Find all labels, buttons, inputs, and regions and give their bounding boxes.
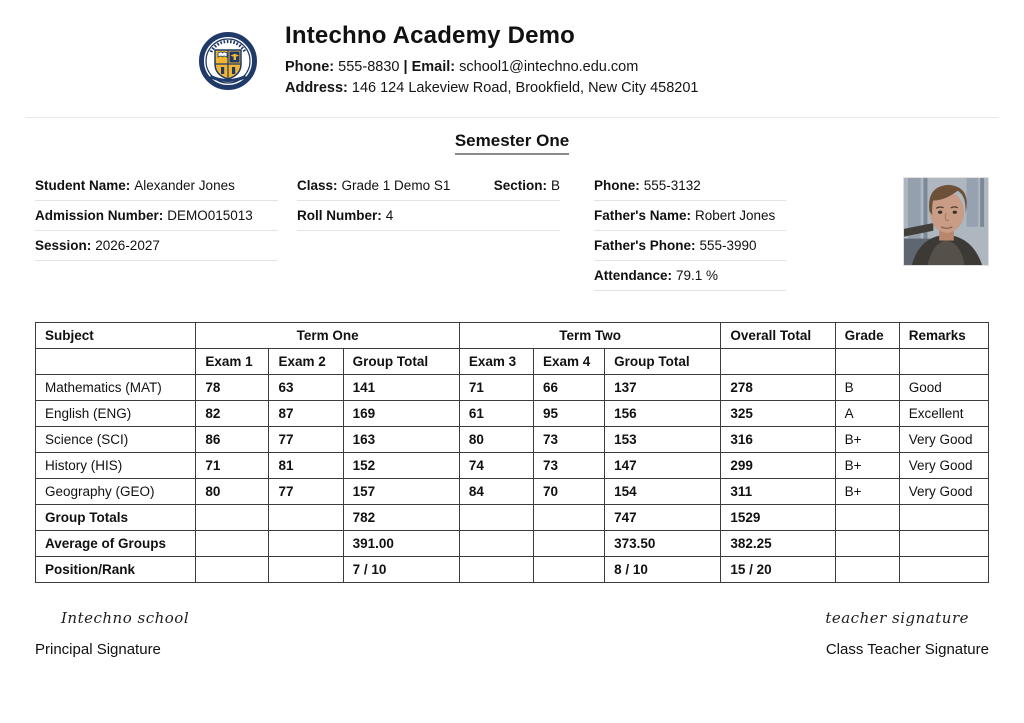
footer-label: Position/Rank xyxy=(36,557,196,583)
exam2-cell: 77 xyxy=(269,427,343,453)
semester-title: Semester One xyxy=(455,131,569,155)
exam3-cell: 61 xyxy=(459,401,533,427)
class-field xyxy=(297,177,450,194)
exam2-cell: 77 xyxy=(269,479,343,505)
exam2-cell: 63 xyxy=(269,375,343,401)
father-phone-value: 555-3990 xyxy=(699,238,757,253)
table-row-mathematics xyxy=(36,375,989,401)
roll-number-field xyxy=(297,205,560,231)
session-label: Session: xyxy=(35,238,92,253)
email-value: school1@intechno.edu.com xyxy=(459,59,639,75)
table-row-geography xyxy=(36,479,989,505)
col-overall-spacer xyxy=(721,349,835,375)
empty-cell xyxy=(459,557,533,583)
exam3-cell: 80 xyxy=(459,427,533,453)
admission-number-field xyxy=(35,205,278,231)
exam1-cell: 80 xyxy=(196,479,269,505)
empty-cell xyxy=(835,557,899,583)
col-overall-total: Overall Total xyxy=(721,323,835,349)
school-header xyxy=(199,22,989,117)
empty-cell xyxy=(835,505,899,531)
section-label: Section: xyxy=(493,178,547,193)
group-total2-cell: 154 xyxy=(605,479,721,505)
grade-cell: B+ xyxy=(835,453,899,479)
subject-cell: Science (SCI) xyxy=(36,427,196,453)
remarks-cell: Very Good xyxy=(899,479,988,505)
student-name-value: Alexander Jones xyxy=(134,178,235,193)
col-exam-4: Exam 4 xyxy=(534,349,605,375)
exam2-cell: 81 xyxy=(269,453,343,479)
class-label: Class: xyxy=(297,178,338,193)
empty-cell xyxy=(196,557,269,583)
group-total1-cell: 782 xyxy=(343,505,459,531)
attendance-label: Attendance: xyxy=(594,268,673,283)
remarks-cell: Good xyxy=(899,375,988,401)
attendance-value: 79.1 % xyxy=(676,268,719,283)
exam4-cell: 70 xyxy=(534,479,605,505)
group-total2-cell: 747 xyxy=(605,505,721,531)
col-remarks-spacer xyxy=(899,349,988,375)
exam4-cell: 73 xyxy=(534,453,605,479)
empty-cell xyxy=(269,531,343,557)
student-phone-value: 555-3132 xyxy=(643,178,701,193)
exam1-cell: 78 xyxy=(196,375,269,401)
empty-cell xyxy=(196,531,269,557)
footer-label: Average of Groups xyxy=(36,531,196,557)
grade-cell: B xyxy=(835,375,899,401)
table-row-position-rank xyxy=(36,557,989,583)
table-row-group-totals xyxy=(36,505,989,531)
student-info-section xyxy=(35,175,989,295)
col-grade: Grade xyxy=(835,323,899,349)
section-value: B xyxy=(550,178,560,193)
overall-total-cell: 1529 xyxy=(721,505,835,531)
overall-total-cell: 299 xyxy=(721,453,835,479)
overall-total-cell: 15 / 20 xyxy=(721,557,835,583)
col-exam-2: Exam 2 xyxy=(269,349,343,375)
remarks-cell: Very Good xyxy=(899,427,988,453)
father-name-value: Robert Jones xyxy=(695,208,776,223)
roll-number-label: Roll Number: xyxy=(297,208,382,223)
father-phone-field xyxy=(594,235,786,261)
col-remarks: Remarks xyxy=(899,323,988,349)
exam3-cell: 71 xyxy=(459,375,533,401)
empty-cell xyxy=(899,531,988,557)
school-contact-line xyxy=(285,57,699,78)
marks-table xyxy=(35,322,989,583)
father-name-label: Father's Name: xyxy=(594,208,691,223)
student-photo xyxy=(903,177,989,266)
subject-cell: English (ENG) xyxy=(36,401,196,427)
email-label: Email: xyxy=(411,59,456,75)
school-crest-icon xyxy=(199,32,257,90)
col-exam-1: Exam 1 xyxy=(196,349,269,375)
address-value: 146 124 Lakeview Road, Brookfield, New City 458201 xyxy=(351,80,699,96)
grade-cell: B+ xyxy=(835,479,899,505)
student-info-col1 xyxy=(35,175,278,295)
table-row-english xyxy=(36,401,989,427)
table-header-row-1 xyxy=(36,323,989,349)
exam1-cell: 86 xyxy=(196,427,269,453)
principal-signature-block xyxy=(35,609,189,658)
student-phone-field xyxy=(594,175,786,201)
empty-cell xyxy=(459,531,533,557)
table-row-average-of-groups xyxy=(36,531,989,557)
principal-signature-label: Principal Signature xyxy=(35,641,161,658)
exam1-cell: 82 xyxy=(196,401,269,427)
group-total2-cell: 137 xyxy=(605,375,721,401)
school-text-block xyxy=(285,22,699,99)
overall-total-cell: 316 xyxy=(721,427,835,453)
grade-cell: A xyxy=(835,401,899,427)
exam3-cell: 74 xyxy=(459,453,533,479)
empty-cell xyxy=(534,557,605,583)
table-header-row-2 xyxy=(36,349,989,375)
class-section-field xyxy=(297,175,560,201)
phone-label: Phone: xyxy=(285,59,335,75)
student-phone-label: Phone: xyxy=(594,178,640,193)
group-total1-cell: 157 xyxy=(343,479,459,505)
exam3-cell: 84 xyxy=(459,479,533,505)
separator: | xyxy=(403,59,408,75)
father-phone-label: Father's Phone: xyxy=(594,238,696,253)
exam2-cell: 87 xyxy=(269,401,343,427)
signatures-section xyxy=(35,609,989,658)
col-exam-3: Exam 3 xyxy=(459,349,533,375)
father-name-field xyxy=(594,205,786,231)
col-group-total-2: Group Total xyxy=(605,349,721,375)
exam4-cell: 73 xyxy=(534,427,605,453)
group-total2-cell: 373.50 xyxy=(605,531,721,557)
admission-number-value: DEMO015013 xyxy=(167,208,253,223)
student-name-field xyxy=(35,175,278,201)
col-subject-spacer xyxy=(36,349,196,375)
overall-total-cell: 382.25 xyxy=(721,531,835,557)
empty-cell xyxy=(899,557,988,583)
table-row-science xyxy=(36,427,989,453)
remarks-cell: Very Good xyxy=(899,453,988,479)
grade-cell: B+ xyxy=(835,427,899,453)
student-name-label: Student Name: xyxy=(35,178,131,193)
exam4-cell: 95 xyxy=(534,401,605,427)
col-term-one: Term One xyxy=(196,323,460,349)
overall-total-cell: 325 xyxy=(721,401,835,427)
col-term-two: Term Two xyxy=(459,323,721,349)
class-value: Grade 1 Demo S1 xyxy=(341,178,451,193)
session-field xyxy=(35,235,278,261)
empty-cell xyxy=(899,505,988,531)
col-group-total-1: Group Total xyxy=(343,349,459,375)
group-total1-cell: 141 xyxy=(343,375,459,401)
principal-signature-script: Intechno school xyxy=(61,609,190,627)
col-grade-spacer xyxy=(835,349,899,375)
empty-cell xyxy=(835,531,899,557)
student-info-col3 xyxy=(594,175,786,295)
header-divider xyxy=(25,117,999,118)
teacher-signature-script: teacher signature xyxy=(825,609,969,627)
phone-value: 555-8830 xyxy=(338,59,400,75)
subject-cell: History (HIS) xyxy=(36,453,196,479)
table-row-history xyxy=(36,453,989,479)
empty-cell xyxy=(196,505,269,531)
remarks-cell: Excellent xyxy=(899,401,988,427)
student-info-col2 xyxy=(297,175,560,295)
group-total1-cell: 7 / 10 xyxy=(343,557,459,583)
attendance-field xyxy=(594,265,786,291)
col-subject: Subject xyxy=(36,323,196,349)
empty-cell xyxy=(534,531,605,557)
group-total1-cell: 152 xyxy=(343,453,459,479)
section-field xyxy=(494,177,560,194)
teacher-signature-label: Class Teacher Signature xyxy=(825,641,989,658)
teacher-signature-block xyxy=(825,609,989,658)
roll-number-value: 4 xyxy=(385,208,394,223)
footer-label: Group Totals xyxy=(36,505,196,531)
admission-number-label: Admission Number: xyxy=(35,208,164,223)
session-value: 2026-2027 xyxy=(95,238,160,253)
exam1-cell: 71 xyxy=(196,453,269,479)
group-total1-cell: 169 xyxy=(343,401,459,427)
empty-cell xyxy=(269,557,343,583)
group-total1-cell: 391.00 xyxy=(343,531,459,557)
empty-cell xyxy=(534,505,605,531)
group-total2-cell: 147 xyxy=(605,453,721,479)
overall-total-cell: 311 xyxy=(721,479,835,505)
address-label: Address: xyxy=(285,80,348,96)
group-total2-cell: 156 xyxy=(605,401,721,427)
group-total2-cell: 153 xyxy=(605,427,721,453)
school-address-line xyxy=(285,78,699,99)
subject-cell: Mathematics (MAT) xyxy=(36,375,196,401)
empty-cell xyxy=(459,505,533,531)
group-total2-cell: 8 / 10 xyxy=(605,557,721,583)
group-total1-cell: 163 xyxy=(343,427,459,453)
school-name: Intechno Academy Demo xyxy=(285,22,576,49)
subject-cell: Geography (GEO) xyxy=(36,479,196,505)
exam4-cell: 66 xyxy=(534,375,605,401)
empty-cell xyxy=(269,505,343,531)
semester-title-wrap xyxy=(35,131,989,155)
overall-total-cell: 278 xyxy=(721,375,835,401)
